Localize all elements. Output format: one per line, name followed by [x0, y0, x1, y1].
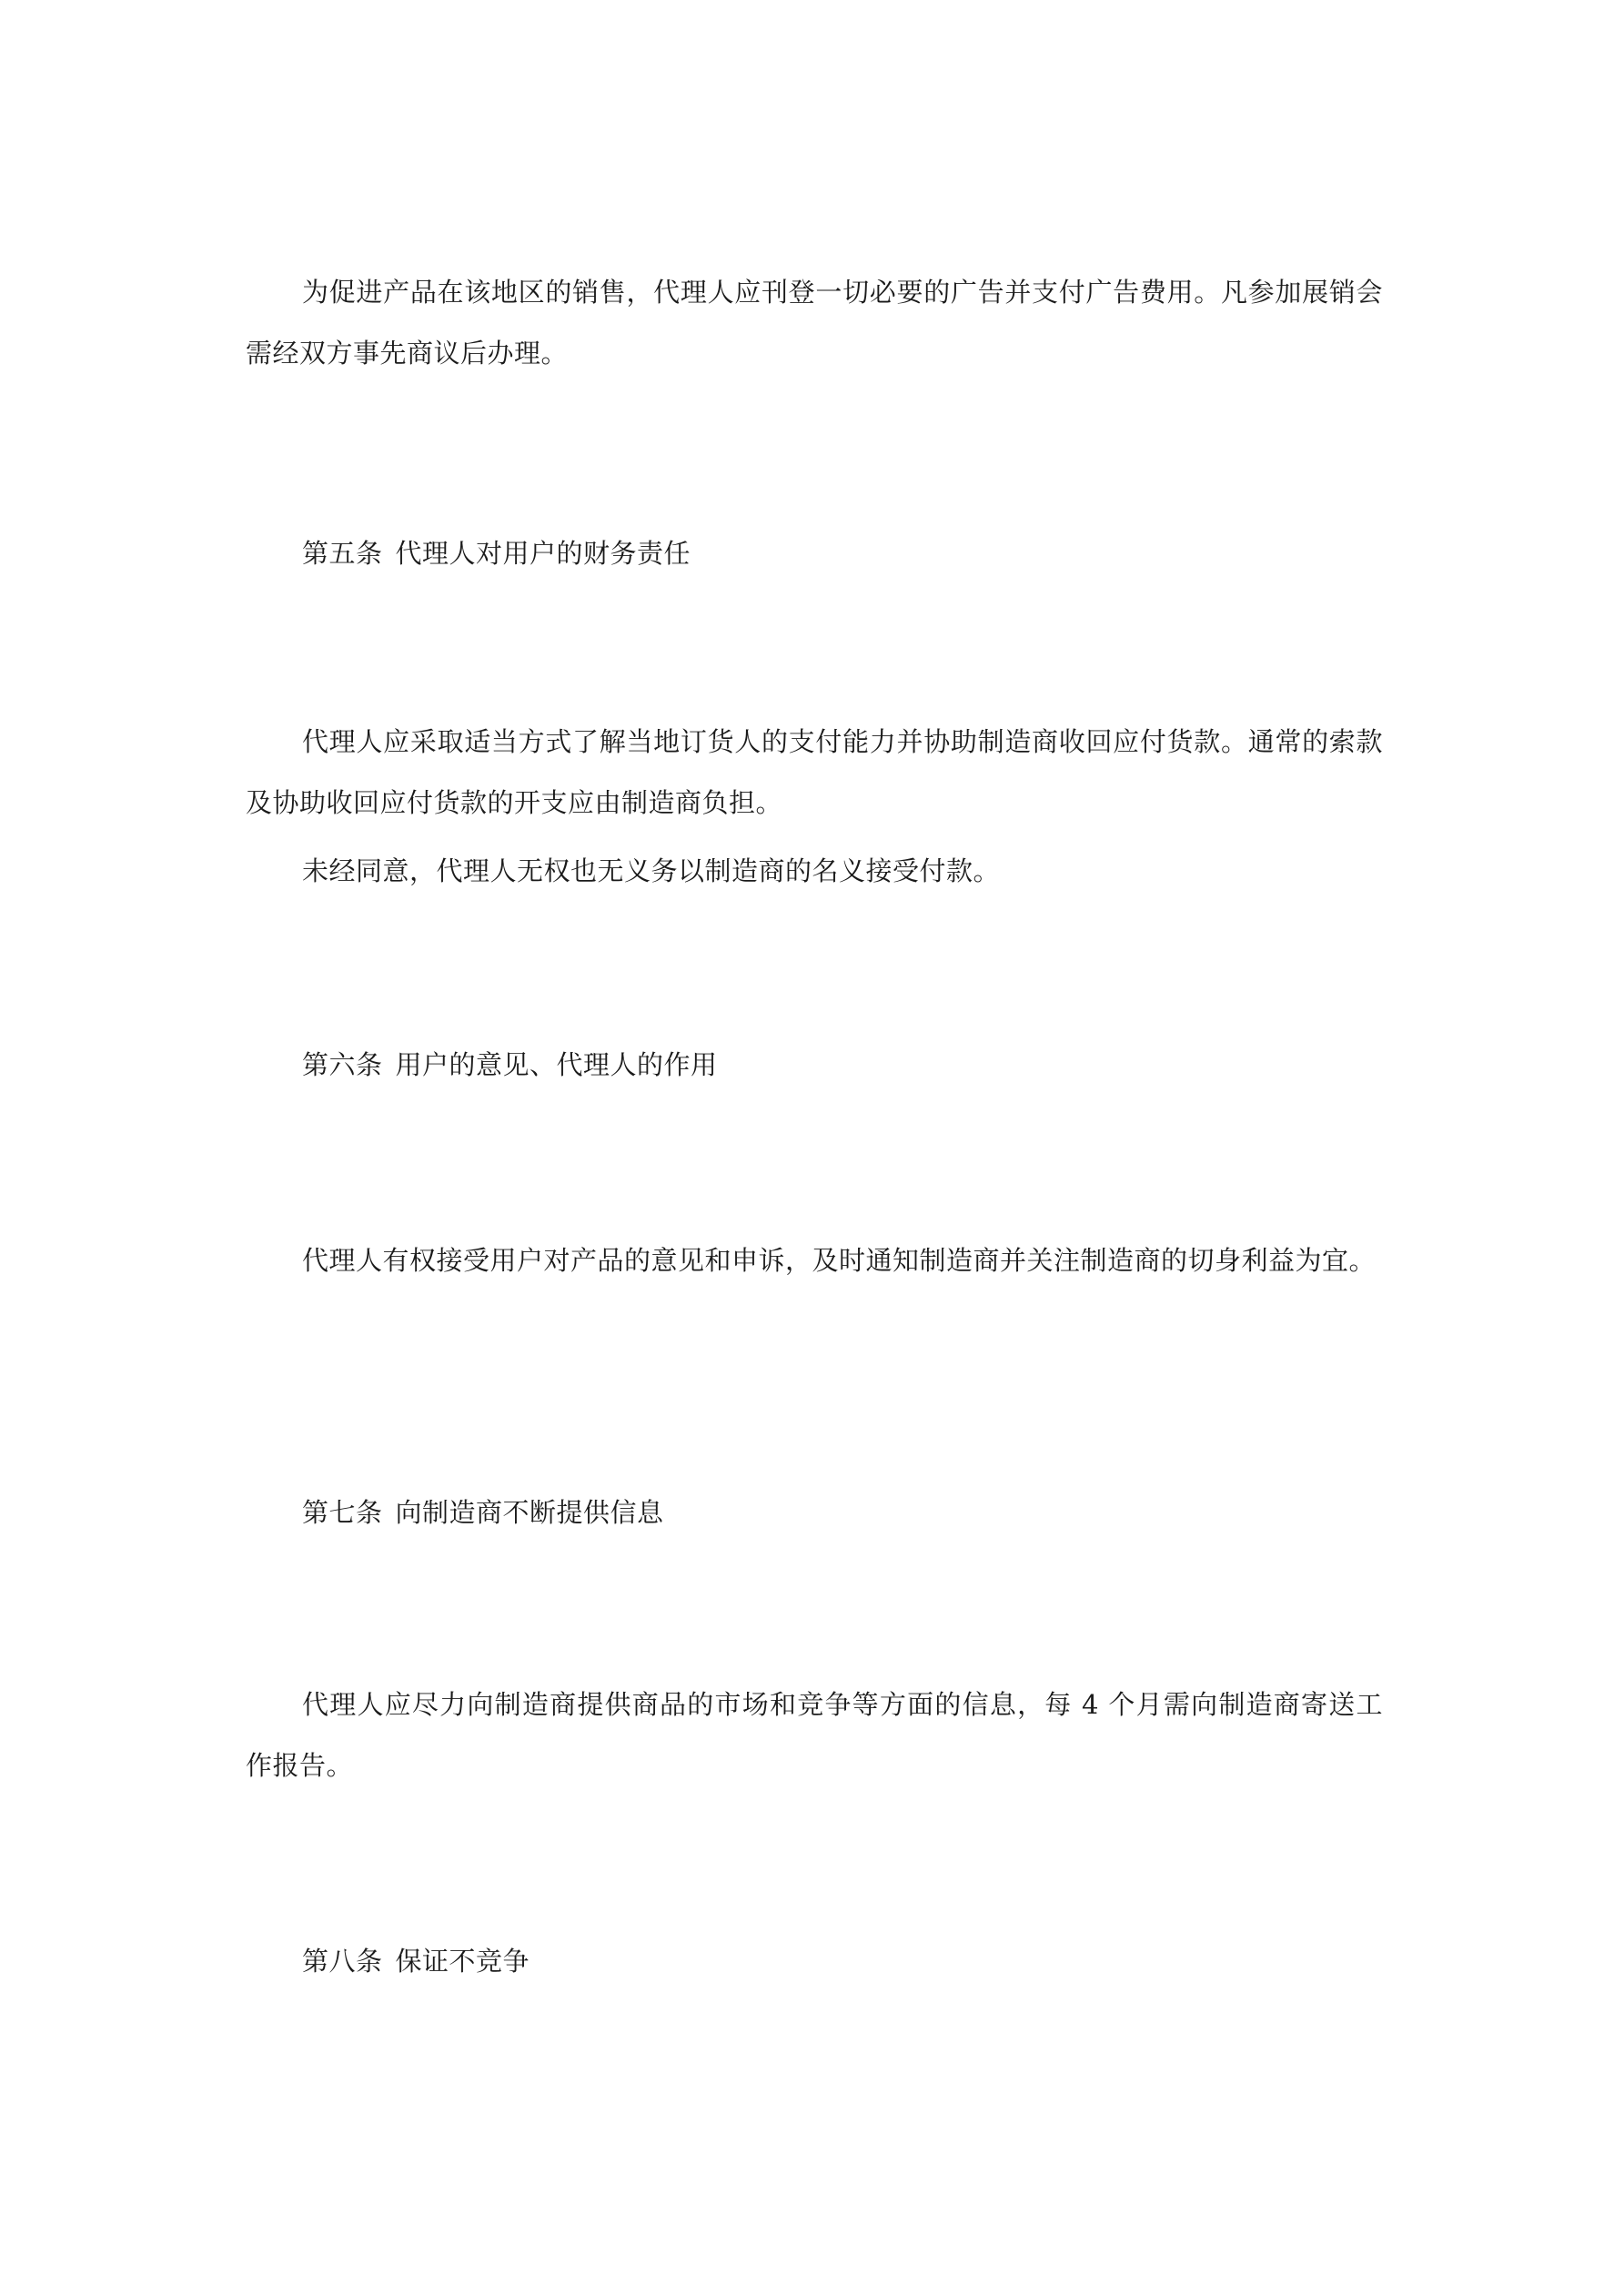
- paragraph-user-complaints: 代理人有权接受用户对产品的意见和申诉，及时通知制造商并关注制造商的切身利益为宜。: [302, 1245, 1377, 1276]
- paragraph-no-payment-authority: 未经同意，代理人无权也无义务以制造商的名义接受付款。: [302, 855, 1001, 886]
- paragraph-payment-ability: 代理人应采取适当方式了解当地订货人的支付能力并协助制造商收回应付货款。通常的索款及协助收回应付货款的开支应由制造商负担。: [246, 726, 1383, 818]
- article-number: 第八条: [302, 1946, 383, 1977]
- heading-article-5: [302, 535, 691, 571]
- article-title: 代理人对用户的财务责任: [395, 538, 691, 569]
- heading-article-6: [302, 1047, 718, 1083]
- paragraph-advertising: 为促进产品在该地区的销售，代理人应刊登一切必要的广告并支付广告费用。凡参加展销会需经双方事先商议后办理。: [246, 277, 1383, 369]
- heading-article-7: [302, 1494, 664, 1531]
- article-number: 第五条: [302, 538, 383, 569]
- article-number: 第七条: [302, 1497, 383, 1528]
- article-title: 用户的意见、代理人的作用: [395, 1049, 718, 1080]
- paragraph-market-info: 代理人应尽力向制造商提供商品的市场和竞争等方面的信息，每 4 个月需向制造商寄送工作报告。: [246, 1689, 1383, 1781]
- article-title: 向制造商不断提供信息: [395, 1497, 664, 1528]
- article-title: 保证不竞争: [395, 1946, 530, 1977]
- article-number: 第六条: [302, 1049, 383, 1080]
- heading-article-8: [302, 1943, 530, 1979]
